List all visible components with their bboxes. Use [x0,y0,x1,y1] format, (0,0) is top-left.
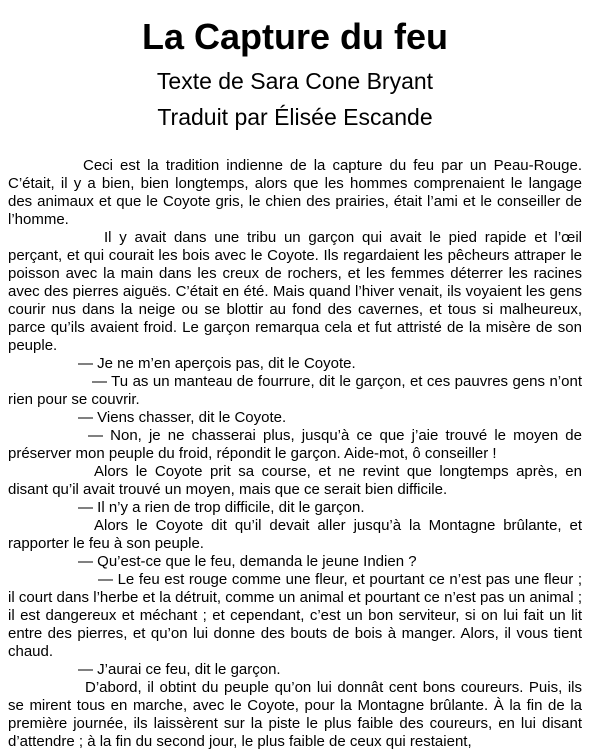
dialogue-line: — Viens chasser, dit le Coyote. [78,409,287,426]
dialogue-line: — J’aurai ce feu, dit le garçon. [78,661,281,678]
paragraph: Il y avait dans une tribu un garçon qui avait le pied rapide et l’œil perçant, et qui courait les bois avec le Coyote. Ils regardaient les pêcheurs attraper le poisson avec la main dans les creux de rochers, et les femmes déterrer les racines avec des pierres aiguës. C’était en été. Mais quand l’hiver venait, ils voyaient les gens courir nus dans la neige ou se blottir au fond des cavernes, et tous si malheureux, parce qu’ils avaient froid. Le garçon remarqua cela et fut attristé de la misère de son peuple. [8,229,582,354]
paragraph: D’abord, il obtint du peuple qu’on lui donnât cent bons coureurs. Puis, ils se mirent tous en marche, avec le Coyote, pour la Montagne brûlante. À la fin de la première journée, ils laissèrent sur la piste le plus faible des coureurs, en lui disant d’attendre ; à la fin du second jour, le plus faible de ceux qui restaient, [8,679,582,750]
paragraph: Alors le Coyote prit sa course, et ne revint que longtemps après, en disant qu’il avait trouvé un moyen, mais que ce serait bien difficile. [8,463,582,498]
dialogue-line: — Non, je ne chasserai plus, jusqu’à ce que j’aie trouvé le moyen de préserver mon peuple du froid, répondit le garçon. Aide-mot, ô conseiller ! [8,427,582,462]
document-body [8,157,582,750]
dialogue-line: — Il n’y a rien de trop difficile, dit le garçon. [78,499,365,516]
paragraph: Alors le Coyote dit qu’il devait aller jusqu’à la Montagne brûlante, et rapporter le feu à son peuple. [8,517,582,552]
document-title: La Capture du feu [141,16,449,57]
author-line: Texte de Sara Cone Bryant [156,68,434,94]
translator-line: Traduit par Élisée Escande [157,104,433,130]
paragraph: Ceci est la tradition indienne de la capture du feu par un Peau-Rouge. C’était, il y a bien, bien longtemps, alors que les hommes comprenaient le langage des animaux et que le Coyote gris, le chien des prairies, était l’ami et le conseiller de l’homme. [8,157,582,228]
dialogue-line: — Tu as un manteau de fourrure, dit le garçon, et ces pauvres gens n’ont rien pour se couvrir. [8,373,582,408]
dialogue-line: — Qu’est-ce que le feu, demanda le jeune Indien ? [78,553,417,570]
dialogue-line: — Le feu est rouge comme une fleur, et pourtant ce n’est pas une fleur ; il court dans l’herbe et la détruit, comme un animal et pourtant ce n’est pas un animal ; il est dangereux et méchant ; et cependant, c’est un bon serviteur, si on lui fait un lit entre des pierres, et qu’on lui donne des bouts de bois à manger. Alors, il vous tient chaud. [8,571,582,660]
dialogue-line: — Je ne m’en aperçois pas, dit le Coyote. [78,355,356,372]
